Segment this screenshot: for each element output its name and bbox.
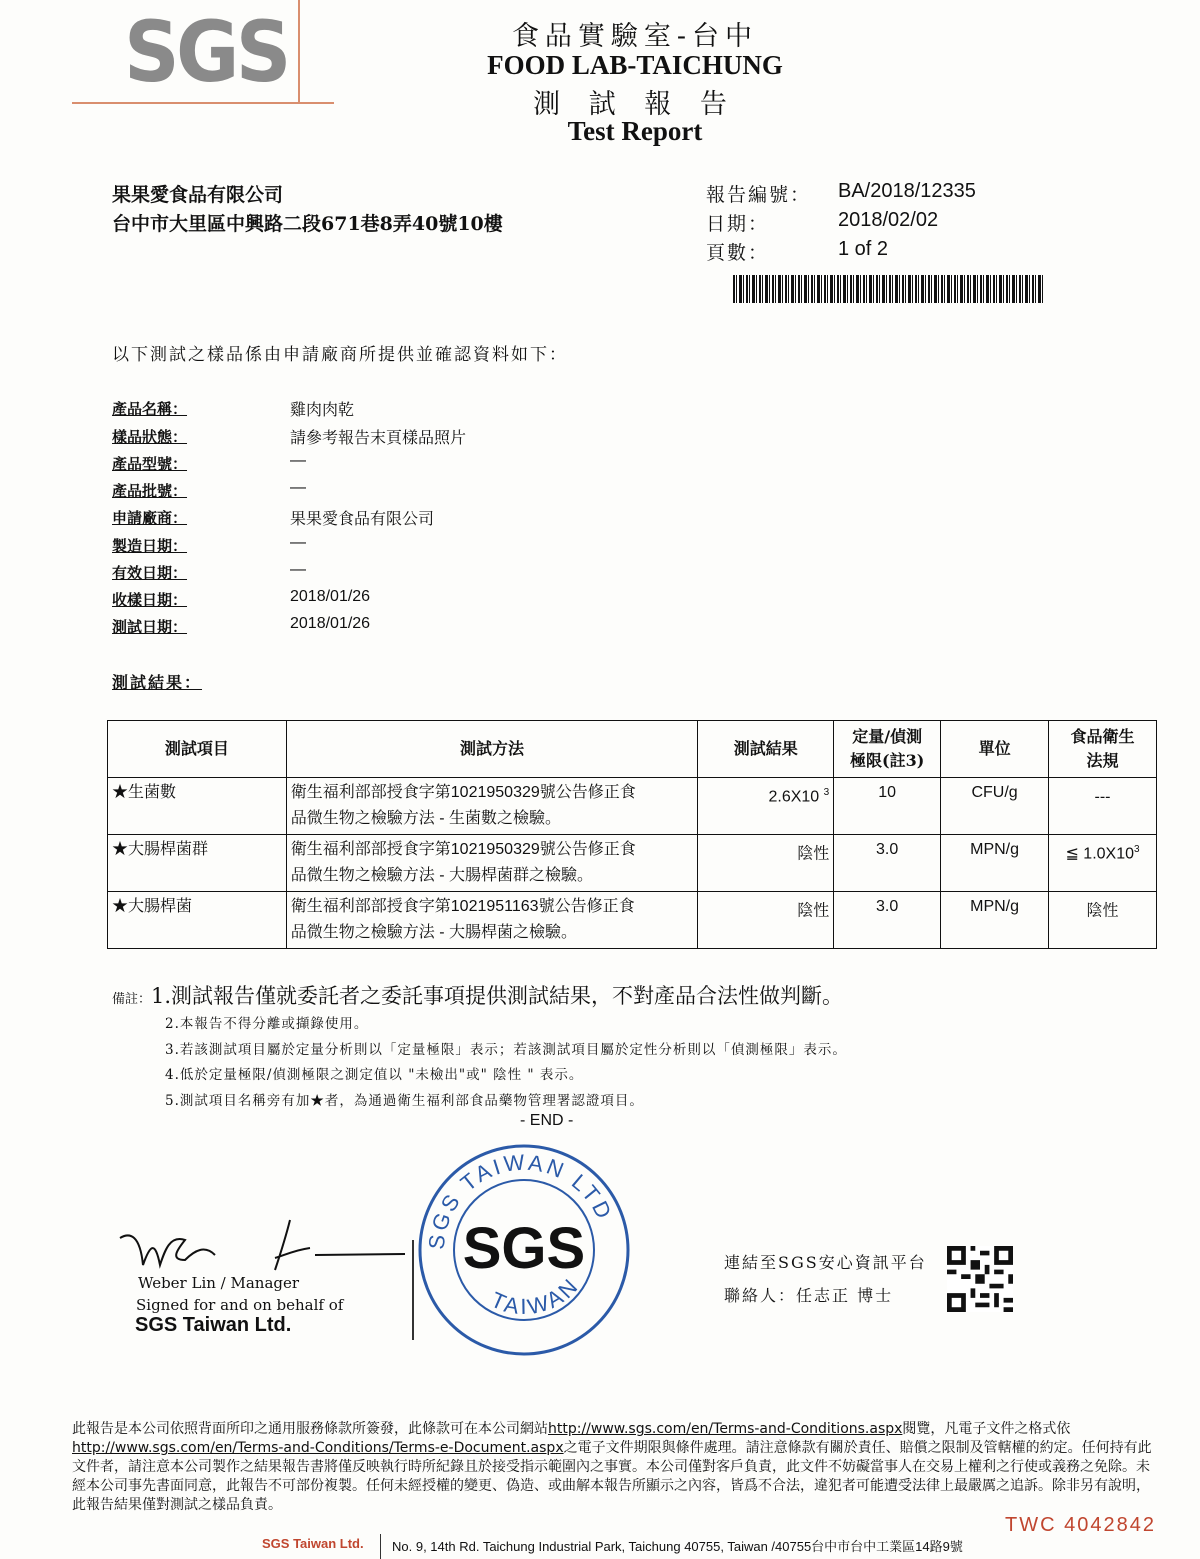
logo-text: SGS [124,3,288,101]
cell-regulation [1049,835,1157,892]
contact-person: 聯絡人：任志正 博士 [724,1286,894,1305]
cell-result [698,835,834,892]
reg-header-line1: 食品衛生 [1070,727,1135,746]
info-label: 製造日期： [112,537,188,555]
terms-link[interactable]: http://www.sgs.com/en/Terms-and-Conditions.aspx [548,1421,903,1437]
barcode [733,275,1043,303]
lab-title-en: FOOD LAB-TAICHUNG [487,50,783,80]
cell-unit: MPN/g [941,835,1049,892]
note-1 [112,980,843,1010]
cell-limit: 10 [834,778,941,835]
info-value: — [290,479,306,496]
col-header-limit [834,721,941,778]
info-label: 收樣日期： [112,591,188,609]
cell-regulation [1049,778,1157,835]
note-4: 4.低於定量極限/偵測極限之測定值以 "未檢出"或" 陰性 " 表示。 [165,1067,584,1083]
cell-limit: 3.0 [834,835,941,892]
info-value: — [290,452,306,469]
terms-part-b: 閱覽，凡電子文件之格式依 [902,1421,1071,1437]
info-label: 測試日期： [112,618,188,636]
note-5: 5.測試項目名稱旁有加★者，為通過衛生福利部食品藥物管理署認證項目。 [165,1093,644,1109]
info-label: 產品批號： [112,482,188,500]
method-line2: 品微生物之檢驗方法 - 生菌數之檢驗。 [290,810,562,827]
note-1-text: 1.測試報告僅就委託者之委託事項提供測試結果，不對產品合法性做判斷。 [151,984,844,1008]
notes-prefix: 備註： [112,992,152,1007]
report-date: 2018/02/02 [838,209,939,231]
client-address: 台中市大里區中興路二段671巷8弄40號10樓 [112,213,503,235]
cell-method [286,778,698,835]
footer-company: SGS Taiwan Ltd. [262,1536,364,1551]
client-name: 果果愛食品有限公司 [112,184,284,206]
info-platform-text: 連結至SGS安心資訊平台 [724,1253,927,1272]
info-value: 雞肉肉乾 [290,402,355,419]
info-value: — [290,534,306,551]
cell-unit: MPN/g [941,892,1049,949]
cell-item: ★大腸桿菌 [108,892,287,949]
document-serial: TWC 4042842 [1005,1514,1156,1536]
cell-regulation [1049,892,1157,949]
result-value: 2.6X10 [768,788,820,806]
qr-code-icon[interactable] [945,1246,1015,1312]
footer-divider [380,1534,381,1559]
result-exponent: 3 [823,787,830,798]
limit-header-line1: 定量/偵測 [852,727,923,746]
col-header-unit: 單位 [941,721,1049,778]
info-label: 樣品狀態： [112,428,188,446]
pages-label: 頁數： [706,242,770,264]
result-value: 陰性 [797,845,830,863]
page-count: 1 of 2 [838,238,889,260]
stamp-top-text: SGS TAIWAN LTD [423,1149,618,1251]
regulation-value: --- [1094,788,1111,806]
info-label: 產品名稱： [112,400,188,418]
note-3: 3.若該測試項目屬於定量分析則以「定量極限」表示；若該測試項目屬於定性分析則以「偵測極限」表示。 [165,1042,847,1058]
signed-for-text: Signed for and on behalf of [136,1296,344,1314]
info-value: 請參考報告末頁樣品照片 [290,430,467,447]
info-value: 2018/01/26 [290,615,371,632]
method-line2: 品微生物之檢驗方法 - 大腸桿菌之檢驗。 [290,924,578,941]
table-header-row [108,721,1157,778]
reg-header-line2: 法規 [1086,751,1119,770]
handwritten-signature [115,1210,415,1280]
method-line1: 衛生福利部部授食字第1021950329號公告修正食 [290,841,636,858]
stamp-center-text: SGS [462,1216,586,1281]
table-row [108,892,1157,949]
method-line2: 品微生物之檢驗方法 - 大腸桿菌群之檢驗。 [290,867,594,884]
note-2: 2.本報告不得分離或擷錄使用。 [165,1016,369,1032]
info-value: — [290,561,306,578]
info-label: 產品型號： [112,455,188,473]
cell-method [286,892,698,949]
regulation-value: 陰性 [1086,902,1119,920]
col-header-result: 測試結果 [698,721,834,778]
cell-result [698,778,834,835]
method-line1: 衛生福利部部授食字第1021951163號公告修正食 [290,898,635,915]
info-value: 果果愛食品有限公司 [290,511,435,528]
results-title: 測試結果： [112,673,203,692]
cell-result [698,892,834,949]
cell-item: ★大腸桿菌群 [108,835,287,892]
info-value: 2018/01/26 [290,588,371,605]
report-number: BA/2018/12335 [838,180,976,202]
end-marker: - END - [520,1112,574,1129]
sgs-logo [72,0,334,108]
report-title-zh: 測 試 報 告 [533,89,737,120]
terms-part-c: 之電子文件期限與條件處理。請注意條款有關於責任、賠償之限制及管轄權的約定。任何持有此文件者，請注意本公司製作之結果報告書將僅反映執行時所紀錄且於接受指示範圍內之事實。本公司僅對客戶負責，此文件不妨礙當事人在交易上權利之行使或義務之免除。未經本公司事先書面同意，此報告不可部份複製。任何未經授權的變更、偽造、或曲解本報告所顯示之內容，皆爲不合法，違犯者可能遭受法律上最嚴厲之追訴。除非另有說明，此報告結果僅對測試之樣品負責。 [72,1440,1152,1513]
e-document-terms-link[interactable]: http://www.sgs.com/en/Terms-and-Conditions/Terms-e-Document.aspx [72,1440,564,1456]
col-header-item: 測試項目 [108,721,287,778]
table-row [108,835,1157,892]
cell-method [286,835,698,892]
regulation-exponent: 3 [1134,844,1140,855]
terms-text [72,1420,1162,1515]
cell-unit: CFU/g [941,778,1049,835]
logo-rule-horizontal [72,102,334,104]
result-value: 陰性 [797,902,830,920]
info-label: 申請廠商： [112,509,188,527]
cell-limit: 3.0 [834,892,941,949]
signatory-name: Weber Lin / Manager [138,1274,300,1292]
cell-item: ★生菌數 [108,778,287,835]
results-table [107,720,1157,949]
footer-address: No. 9, 14th Rd. Taichung Industrial Park, Taichung 40755, Taiwan /40755台中市台中工業區14路9號 [392,1539,963,1554]
col-header-regulation [1049,721,1157,778]
info-label: 有效日期： [112,564,188,582]
regulation-value: ≦ 1.0X10 [1065,845,1135,863]
report-title-en: Test Report [567,116,703,146]
lab-title-zh: 食品實驗室-台中 [511,21,759,52]
stamp-bottom-text: TAIWAN [487,1272,585,1320]
signatory-company: SGS Taiwan Ltd. [135,1314,292,1336]
report-number-label: 報告編號： [706,184,812,206]
terms-part-a: 此報告是本公司依照背面所印之通用服務條款所簽發，此條款可在本公司網站 [72,1421,548,1437]
table-row [108,778,1157,835]
intro-text: 以下測試之樣品係由申請廠商所提供並確認資料如下： [112,345,568,365]
limit-header-line2: 極限(註3) [850,751,925,770]
col-header-method: 測試方法 [286,721,698,778]
sgs-seal-stamp [414,1140,634,1360]
logo-rule-vertical [298,0,300,104]
date-label: 日期： [706,213,770,235]
method-line1: 衛生福利部部授食字第1021950329號公告修正食 [290,784,636,801]
